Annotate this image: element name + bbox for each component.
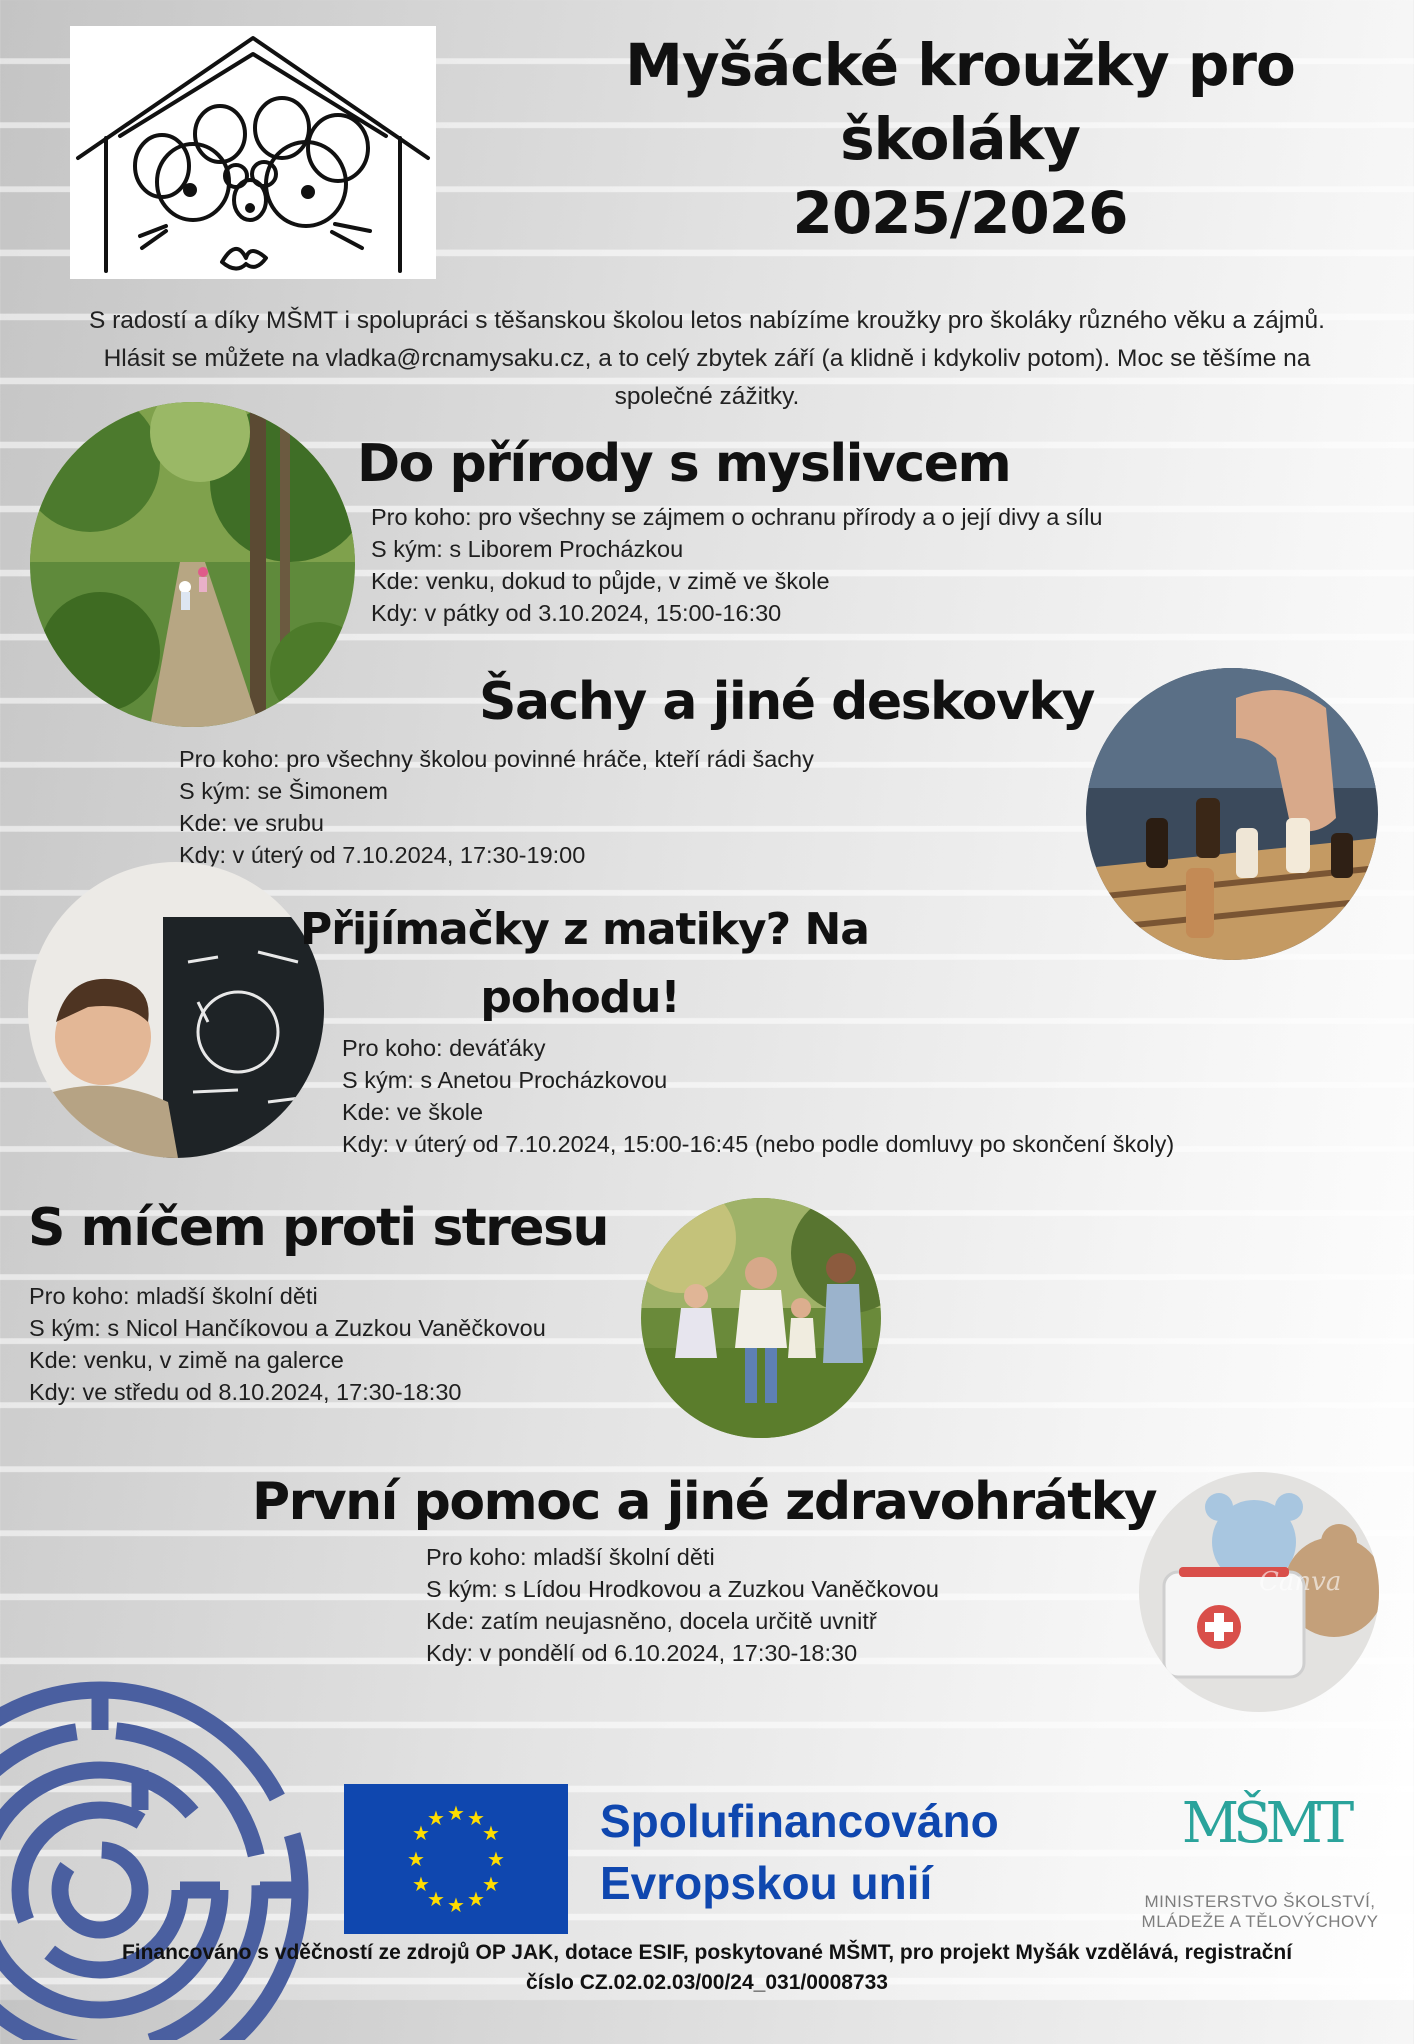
msmt-logo-text: MŠMT (1181, 1791, 1349, 1856)
intro-paragraph (20, 302, 1394, 416)
eu-cofinanced-text (600, 1790, 999, 1914)
funding-line: číslo CZ.02.02.03/00/24_031/0008733 (526, 1971, 888, 1994)
eu-stars-icon (344, 1784, 568, 1934)
svg-text:★: ★ (467, 1887, 485, 1911)
mouse-house-logo (70, 26, 436, 279)
detail-line: Kde: venku, dokud to půjde, v zimě ve škole (371, 568, 830, 594)
detail-line: Pro koho: mladší školní děti (29, 1283, 318, 1309)
children-running-photo (641, 1198, 881, 1438)
club-title-chess: Šachy a jiné deskovky (479, 672, 1094, 732)
msmt-line: MLÁDEŽE A TĚLOVÝCHOVY (1141, 1912, 1379, 1931)
club-title-first-aid: První pomoc a jiné zdravohrátky (252, 1472, 1157, 1532)
detail-line: Kde: zatím neujasněno, docela určitě uvnitř (426, 1608, 877, 1634)
eu-flag (344, 1784, 568, 1934)
detail-line: S kým: se Šimonem (179, 778, 388, 804)
intro-line: společné zážitky. (614, 383, 800, 410)
detail-line: Pro koho: mladší školní děti (426, 1544, 715, 1570)
math-student-photo (28, 862, 324, 1158)
detail-line: S kým: s Liborem Procházkou (371, 536, 684, 562)
title-line: Přijímačky z matiky? Na (300, 904, 869, 955)
detail-line: S kým: s Anetou Procházkovou (342, 1067, 668, 1093)
detail-line: S kým: s Lídou Hrodkovou a Zuzkou Vaněčkovou (426, 1576, 939, 1602)
detail-line: Kdy: v pátky od 3.10.2024, 15:00-16:30 (371, 600, 782, 626)
funding-note (10, 1938, 1404, 1998)
first-aid-teddy-photo (1139, 1472, 1379, 1712)
svg-text:★: ★ (447, 1801, 465, 1825)
detail-line: Pro koho: pro všechny školou povinné hráče, kteří rádi šachy (179, 746, 814, 772)
page-title (570, 28, 1350, 250)
msmt-logo (1175, 1780, 1355, 1890)
msmt-line: MINISTERSTVO ŠKOLSTVÍ, (1144, 1892, 1376, 1911)
msmt-logo-mark (1175, 1780, 1355, 1890)
msmt-caption (1105, 1892, 1414, 1932)
svg-text:★: ★ (487, 1847, 505, 1871)
svg-text:★: ★ (482, 1821, 500, 1845)
club-title-nature: Do přírody s myslivcem (357, 434, 1011, 494)
detail-line: Pro koho: deváťáky (342, 1035, 546, 1061)
title-line: Myšácké kroužky pro (625, 31, 1295, 99)
mice-house-icon (70, 26, 436, 279)
detail-line: Kde: ve škole (342, 1099, 484, 1125)
detail-line: Kdy: v úterý od 7.10.2024, 15:00-16:45 (nebo podle domluvy po skončení školy) (342, 1131, 1175, 1157)
title-line: školáky (840, 105, 1080, 173)
detail-line: Kde: ve srubu (179, 810, 325, 836)
title-line: pohodu! (480, 972, 680, 1023)
title-line: 2025/2026 (792, 179, 1128, 247)
funding-line: Financováno s vděčností ze zdrojů OP JAK, dotace ESIF, poskytované MŠMT, pro projekt Myšák vzdělává, registrační (121, 1941, 1293, 1964)
chess-photo (1086, 668, 1378, 960)
canva-watermark: Canva (1259, 1567, 1342, 1597)
svg-text:★: ★ (412, 1872, 430, 1896)
svg-text:★: ★ (482, 1872, 500, 1896)
club-details-first-aid (426, 1541, 939, 1669)
detail-line: Kdy: ve středu od 8.10.2024, 17:30-18:30 (29, 1379, 462, 1405)
eu-line: Evropskou unií (600, 1857, 933, 1909)
svg-text:★: ★ (412, 1821, 430, 1845)
intro-line: Hlásit se můžete na vladka@rcnamysaku.cz, a to celý zbytek září (a klidně i kdykoliv potom). Moc se těšíme na (103, 345, 1311, 372)
club-details-nature (371, 501, 1102, 629)
club-title-ball: S míčem proti stresu (28, 1198, 609, 1258)
svg-text:★: ★ (427, 1887, 445, 1911)
detail-line: Pro koho: pro všechny se zájmem o ochranu přírody a o její divy a sílu (371, 504, 1103, 530)
club-title-math (300, 896, 869, 1032)
club-details-ball (29, 1280, 546, 1408)
club-details-chess (179, 743, 814, 871)
intro-line: S radostí a díky MŠMT i spolupráci s těšanskou školou letos nabízíme kroužky pro školáky různého věku a zájmů. (89, 307, 1325, 334)
detail-line: Kde: venku, v zimě na galerce (29, 1347, 344, 1373)
forest-path-photo (30, 402, 355, 727)
detail-line: Kdy: v úterý od 7.10.2024, 17:30-19:00 (179, 842, 586, 868)
svg-text:★: ★ (447, 1893, 465, 1917)
svg-text:★: ★ (467, 1806, 485, 1830)
club-details-math (342, 1032, 1174, 1160)
eu-line: Spolufinancováno (600, 1795, 999, 1847)
detail-line: Kdy: v pondělí od 6.10.2024, 17:30-18:30 (426, 1640, 858, 1666)
svg-text:★: ★ (407, 1847, 425, 1871)
detail-line: S kým: s Nicol Hančíkovou a Zuzkou Vaněčkovou (29, 1315, 546, 1341)
svg-text:★: ★ (427, 1806, 445, 1830)
